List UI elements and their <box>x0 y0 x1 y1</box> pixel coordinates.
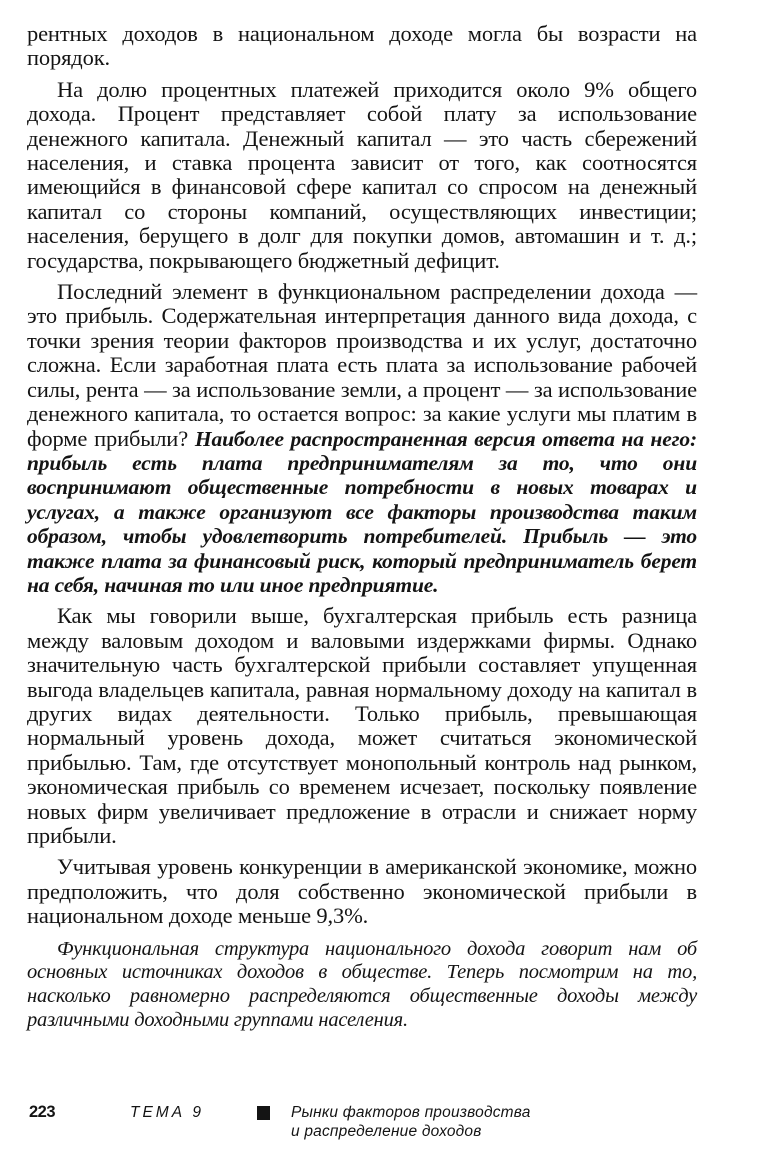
page-body <box>27 22 697 1033</box>
page-footer <box>29 1102 629 1152</box>
paragraph-competition: Учитывая уровень конкуренции в американской экономике, можно предположить, что доля собственно экономической прибыли в национальном доходе меньше 9,3%. <box>27 854 697 929</box>
paragraph-profit <box>27 280 697 597</box>
section-title-line2: и распределение доходов <box>291 1123 482 1140</box>
paragraph-interest: На долю процентных платежей приходится около 9% общего дохода. Процент представляет собой плату за использование денежного капитала. Денежный капитал — это часть сбережений населения, и ставка процента зависит от того, как соотносятся имеющийся в финансовой сфере капитал со спросом на денежный капитал со стороны компаний, осуществляющих инвестиции; населения, берущего в долг для покупки домов, автомашин и т. д.; государства, покрывающего бюджетный дефицит. <box>27 76 697 273</box>
profit-emphasis-text: Наиболее распространенная версия ответа на него: прибыль есть плата предпринимателям за то, что они воспринимают общественные потребности в новых товарах и услугах, а также организуют все факторы производства таким образом, чтобы удовлетворить потребителей. Прибыль — это также плата за финансовый риск, который предприниматель берет на себя, начиная то или иное предприятие. <box>27 426 697 597</box>
summary-italic: Функциональная структура национального дохода говорит нам об основных источниках доходов в обществе. Теперь посмотрим на то, насколько равномерно распределяются общественные доходы между различными доходными группами населения. <box>27 937 697 1032</box>
section-title <box>291 1103 531 1141</box>
page-number: 223 <box>29 1103 56 1121</box>
paragraph-rent-continuation: рентных доходов в национальном доходе могла бы возрасти на порядок. <box>27 21 697 71</box>
theme-label: ТЕМА 9 <box>130 1104 204 1121</box>
square-bullet-icon <box>257 1106 270 1120</box>
profit-plain-text: Последний элемент в функциональном распределении дохода — это прибыль. Содержательная интерпретация данного вида дохода, с точки зрения теории факторов производства и их услуг, достаточно сложна. Если заработная плата есть плата за использование рабочей силы, рента — за использование земли, а процент — за использование денежного капитала, то остается вопрос: за какие услуги мы платим в форме прибыли? <box>27 279 697 451</box>
section-title-line1: Рынки факторов производства <box>291 1104 531 1121</box>
paragraph-accounting-profit: Как мы говорили выше, бухгалтерская прибыль есть разница между валовым доходом и валовыми издержками фирмы. Однако значительную часть бухгалтерской прибыли составляет упущенная выгода владельцев капитала, равная нормальному доходу на капитал в других видах деятельности. Только прибыль, превышающая нормальный уровень дохода, может считаться экономической прибылью. Там, где отсутствует монопольный контроль над рынком, экономическая прибыль со временем исчезает, поскольку появление новых фирм увеличивает предложение в отрасли и снижает норму прибыли. <box>27 603 697 848</box>
